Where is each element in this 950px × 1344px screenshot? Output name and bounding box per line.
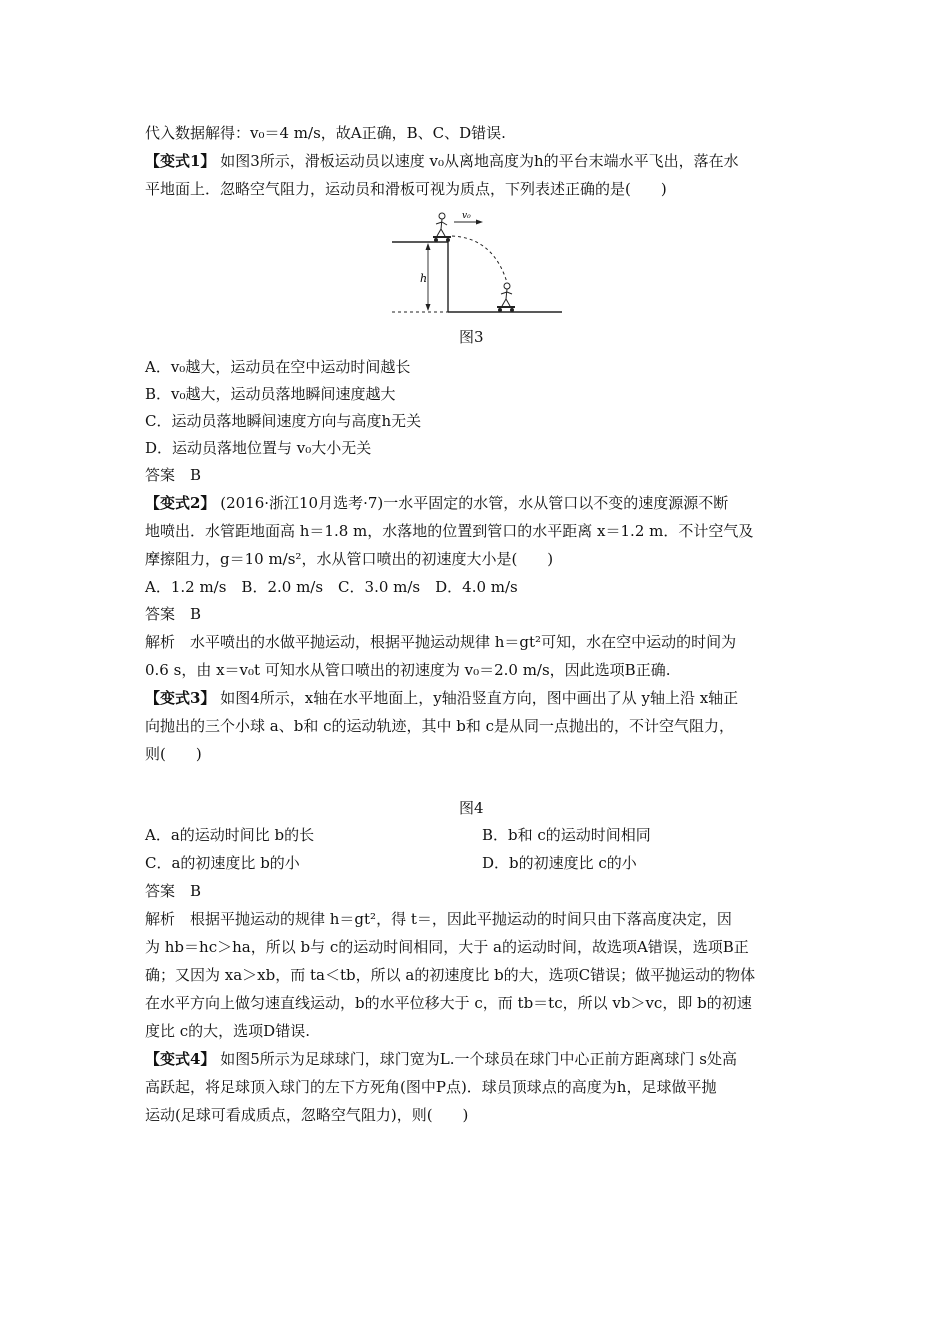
variant1-option-a: A．v₀越大，运动员在空中运动时间越长 (145, 358, 411, 376)
variant2-answer: 答案 B (145, 605, 202, 623)
skater-bottom-icon (497, 283, 515, 312)
variant1-tag: 【变式1】 (145, 152, 216, 170)
variant3-analysis2: 为 hb＝hc＞ha，所以 b与 c的运动时间相同，大于 a的运动时间，故选项A错误，选项B正 (145, 938, 749, 956)
variant4-text1: 如图5所示为足球球门，球门宽为L.一个球员在球门中心正前方距离球门 s处高 (220, 1050, 737, 1068)
variant4-line2: 高跃起，将足球顶入球门的左下方死角(图中P点)．球员顶球点的高度为h，足球做平抛 (145, 1078, 717, 1096)
skater-top-icon (433, 213, 451, 242)
variant2-line3: 摩擦阻力，g＝10 m/s²，水从管口喷出的初速度大小是( ) (145, 550, 554, 568)
variant3-option-d: D．b的初速度比 c的小 (482, 854, 637, 872)
variant1-line1 (145, 152, 739, 170)
variant3-line2: 向抛出的三个小球 a、b和 c的运动轨迹，其中 b和 c是从同一点抛出的，不计空气阻力， (145, 717, 735, 735)
variant3-option-b: B．b和 c的运动时间相同 (482, 826, 651, 844)
variant1-option-b: B．v₀越大，运动员落地瞬间速度越大 (145, 385, 396, 403)
variant4-tag: 【变式4】 (145, 1050, 216, 1068)
variant2-line2: 地喷出．水管距地面高 h＝1.8 m，水落地的位置到管口的水平距离 x＝1.2 m．不计空气及 (145, 522, 754, 540)
variant1-text1: 如图3所示，滑板运动员以速度 v₀从离地高度为h的平台末端水平飞出，落在水 (220, 152, 739, 170)
variant3-analysis4: 在水平方向上做匀速直线运动，b的水平位移大于 c，而 tb＝tc，所以 vb＞vc，即 b的初速 (145, 994, 752, 1012)
figure-3-caption: 图3 (459, 328, 484, 346)
figure-4-caption: 图4 (459, 799, 484, 817)
variant3-analysis3: 确；又因为 xa＞xb，而 ta＜tb，所以 a的初速度比 b的大，选项C错误；做平抛运动的物体 (145, 966, 756, 984)
variant2-text1: (2016·浙江10月选考·7)一水平固定的水管，水从管口以不变的速度源源不断 (220, 494, 729, 512)
variant3-tag: 【变式3】 (145, 689, 216, 707)
figure-3-h-label: h (420, 272, 428, 285)
variant1-option-c: C．运动员落地瞬间速度方向与高度h无关 (145, 412, 422, 430)
variant3-line1 (145, 689, 738, 707)
variant3-analysis1: 解析 根据平抛运动的规律 h＝gt²，得 t＝，因此平抛运动的时间只由下落高度决定，因 (145, 910, 732, 928)
variant1-answer: 答案 B (145, 466, 202, 484)
variant2-options: A．1.2 m/s B．2.0 m/s C．3.0 m/s D．4.0 m/s (145, 578, 518, 596)
variant3-answer: 答案 B (145, 882, 202, 900)
variant1-option-d: D．运动员落地位置与 v₀大小无关 (145, 439, 372, 457)
variant2-analysis1: 解析 水平喷出的水做平抛运动，根据平抛运动规律 h＝gt²可知，水在空中运动的时间为 (145, 633, 737, 651)
variant2-line1 (145, 494, 728, 512)
variant3-option-a: A．a的运动时间比 b的长 (145, 826, 315, 844)
variant2-tag: 【变式2】 (145, 494, 216, 512)
variant3-option-c: C．a的初速度比 b的小 (145, 854, 300, 872)
variant3-line3: 则( ) (145, 745, 202, 763)
variant3-text1: 如图4所示，x轴在水平地面上，y轴沿竖直方向，图中画出了从 y轴上沿 x轴正 (220, 689, 739, 707)
variant3-analysis5: 度比 c的大，选项D错误. (145, 1022, 310, 1040)
solution-line: 代入数据解得：v₀＝4 m/s，故A正确，B、C、D错误. (145, 124, 506, 142)
figure-3-diagram (390, 206, 570, 318)
variant4-line3: 运动(足球可看成质点，忽略空气阻力)，则( ) (145, 1106, 469, 1124)
variant2-analysis2: 0.6 s，由 x＝v₀t 可知水从管口喷出的初速度为 v₀＝2.0 m/s，因此选项B正确. (145, 661, 671, 679)
variant1-line2: 平地面上．忽略空气阻力，运动员和滑板可视为质点，下列表述正确的是( ) (145, 180, 667, 198)
figure-3-v0-label: v₀ (462, 211, 471, 221)
variant4-line1 (145, 1050, 737, 1068)
